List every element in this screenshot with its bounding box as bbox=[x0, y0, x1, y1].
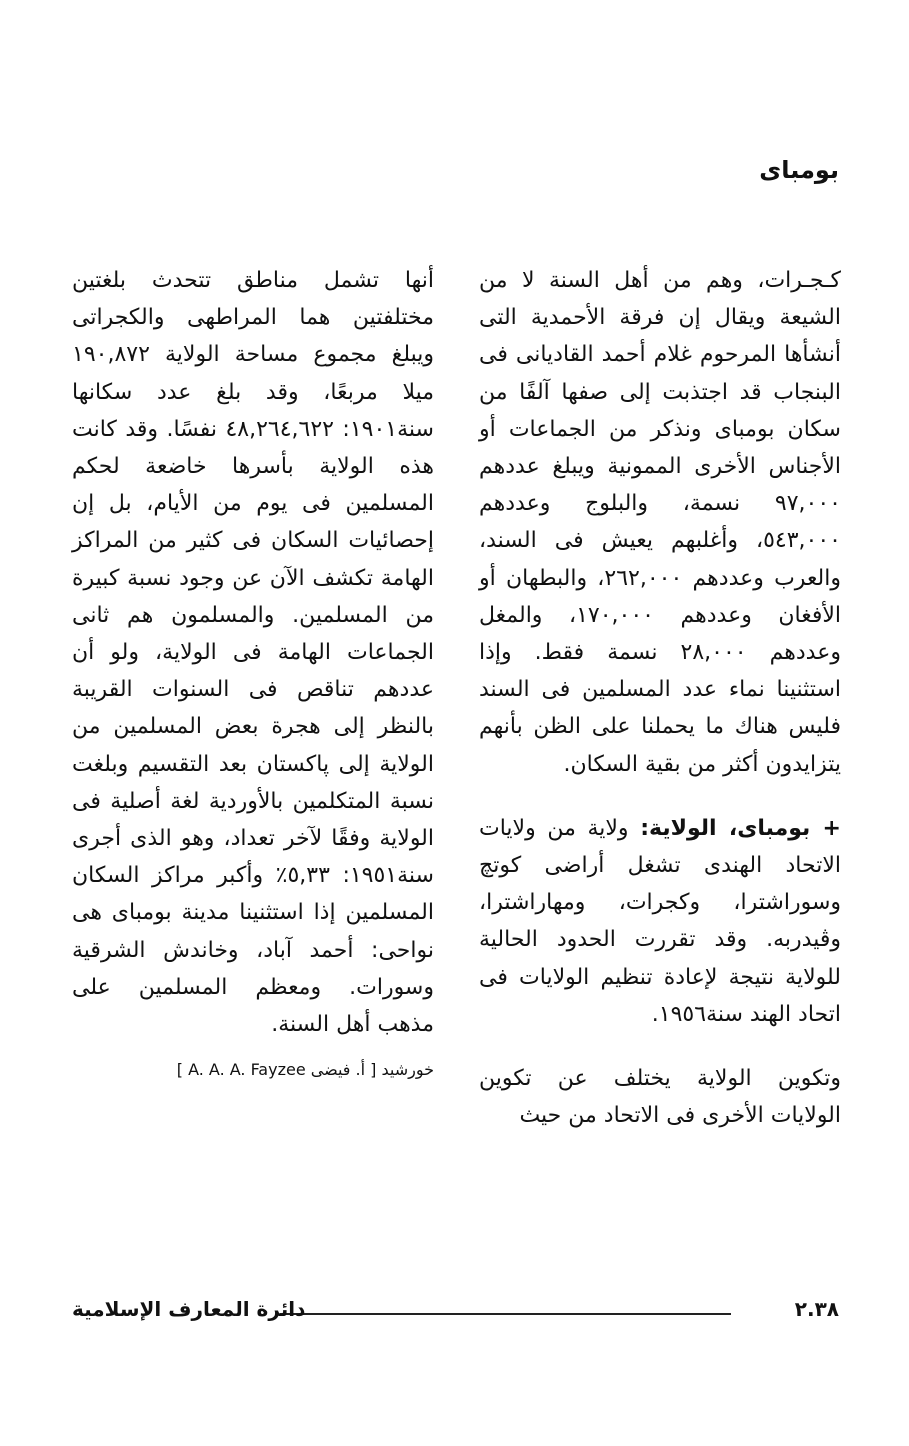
entry-heading: + بومباى، الولاية: bbox=[640, 815, 841, 841]
right-column bbox=[479, 262, 841, 1134]
publication-title: دائرة المعارف الإسلامية bbox=[72, 1297, 306, 1321]
closing-paragraph: وتكوين الولاية يختلف عن تكوين الولايات الأخرى فى الاتحاد من حيث bbox=[479, 1066, 841, 1129]
page-footer bbox=[72, 1297, 839, 1331]
body-paragraph: أنها تشمل مناطق تتحدث بلغتين مختلفتين هما المراطهى والكجراتى ويبلغ مجموع مساحة الولاية ١٩٠,٨٧٢ ميلا مربعًا، وقد بلغ عدد سكانها سنة١٩٠١: ٤٨,٢٦٤,٦٢٢ نفسًا. وقد كانت هذه الولاية بأسرها خاضعة لحكم المسلمين فى يوم من الأيام، بل إن إحصائيات السكان فى كثير من المراكز الهامة تكشف الآن عن وجود نسبة كبيرة من المسلمين. والمسلمون هم ثانى الجماعات الهامة فى الولاية، ولو أن عددهم تناقص فى السنوات القريبة بالنظر إلى هجرة بعض المسلمين من الولاية إلى پاكستان بعد التقسيم وبلغت نسبة المتكلمين بالأوردية لغة أصلية فى الولاية وفقًا لآخر تعداد، وهو الذى أجرى سنة١٩٥١: ٥,٣٣٪ وأكبر مراكز السكان المسلمين إذا استثنينا مدينة بومباى هى نواحى: أحمد آباد، وخاندش الشرقية وسورات. ومعظم المسلمين على مذهب أهل السنة. bbox=[72, 268, 434, 1038]
footer-divider bbox=[280, 1313, 731, 1315]
entry-text: ولاية من ولايات الاتحاد الهندى تشغل أراضى كوتچ وسوراشترا، وكجرات، ومهاراشترا، وڤيدربه. وقد تقررت الحدود الحالية للولاية نتيجة لإعادة تنظيم الولايات فى اتحاد الهند سنة١٩٥٦. bbox=[479, 815, 841, 1027]
author-signature: خورشيد [ أ. فيضى A. A. A. Fayzee ] bbox=[176, 1060, 434, 1080]
body-paragraph: كـجـرات، وهم من أهل السنة لا من الشيعة ويقال إن فرقة الأحمدية التى أنشأها المرحوم غلام أحمد القاديانى فى البنجاب قد اجتذبت إلى صفها آلفًا من سكان بومباى ونذكر من الجماعات أو الأجناس الأخرى الممونية ويبلغ عددهم ٩٧,٠٠٠ نسمة، والبلوج وعددهم ٥٤٣,٠٠٠، وأغلبهم يعيش فى السند، والعرب وعددهم ٢٦٢,٠٠٠، والبطهان أو الأفغان وعددهم ١٧٠,٠٠٠، والمغل وعددهم ٢٨,٠٠٠ نسمة فقط. وإذا استثنينا نماء عدد المسلمين فى السند فليس هناك ما يحملنا على الظن بأنهم يتزايدون أكثر من بقية السكان. bbox=[479, 268, 841, 777]
page-number: ٢.٣٨ bbox=[794, 1297, 839, 1321]
entry-paragraph bbox=[479, 810, 841, 1033]
running-header: بومباى bbox=[759, 156, 839, 184]
left-column bbox=[72, 262, 434, 1083]
